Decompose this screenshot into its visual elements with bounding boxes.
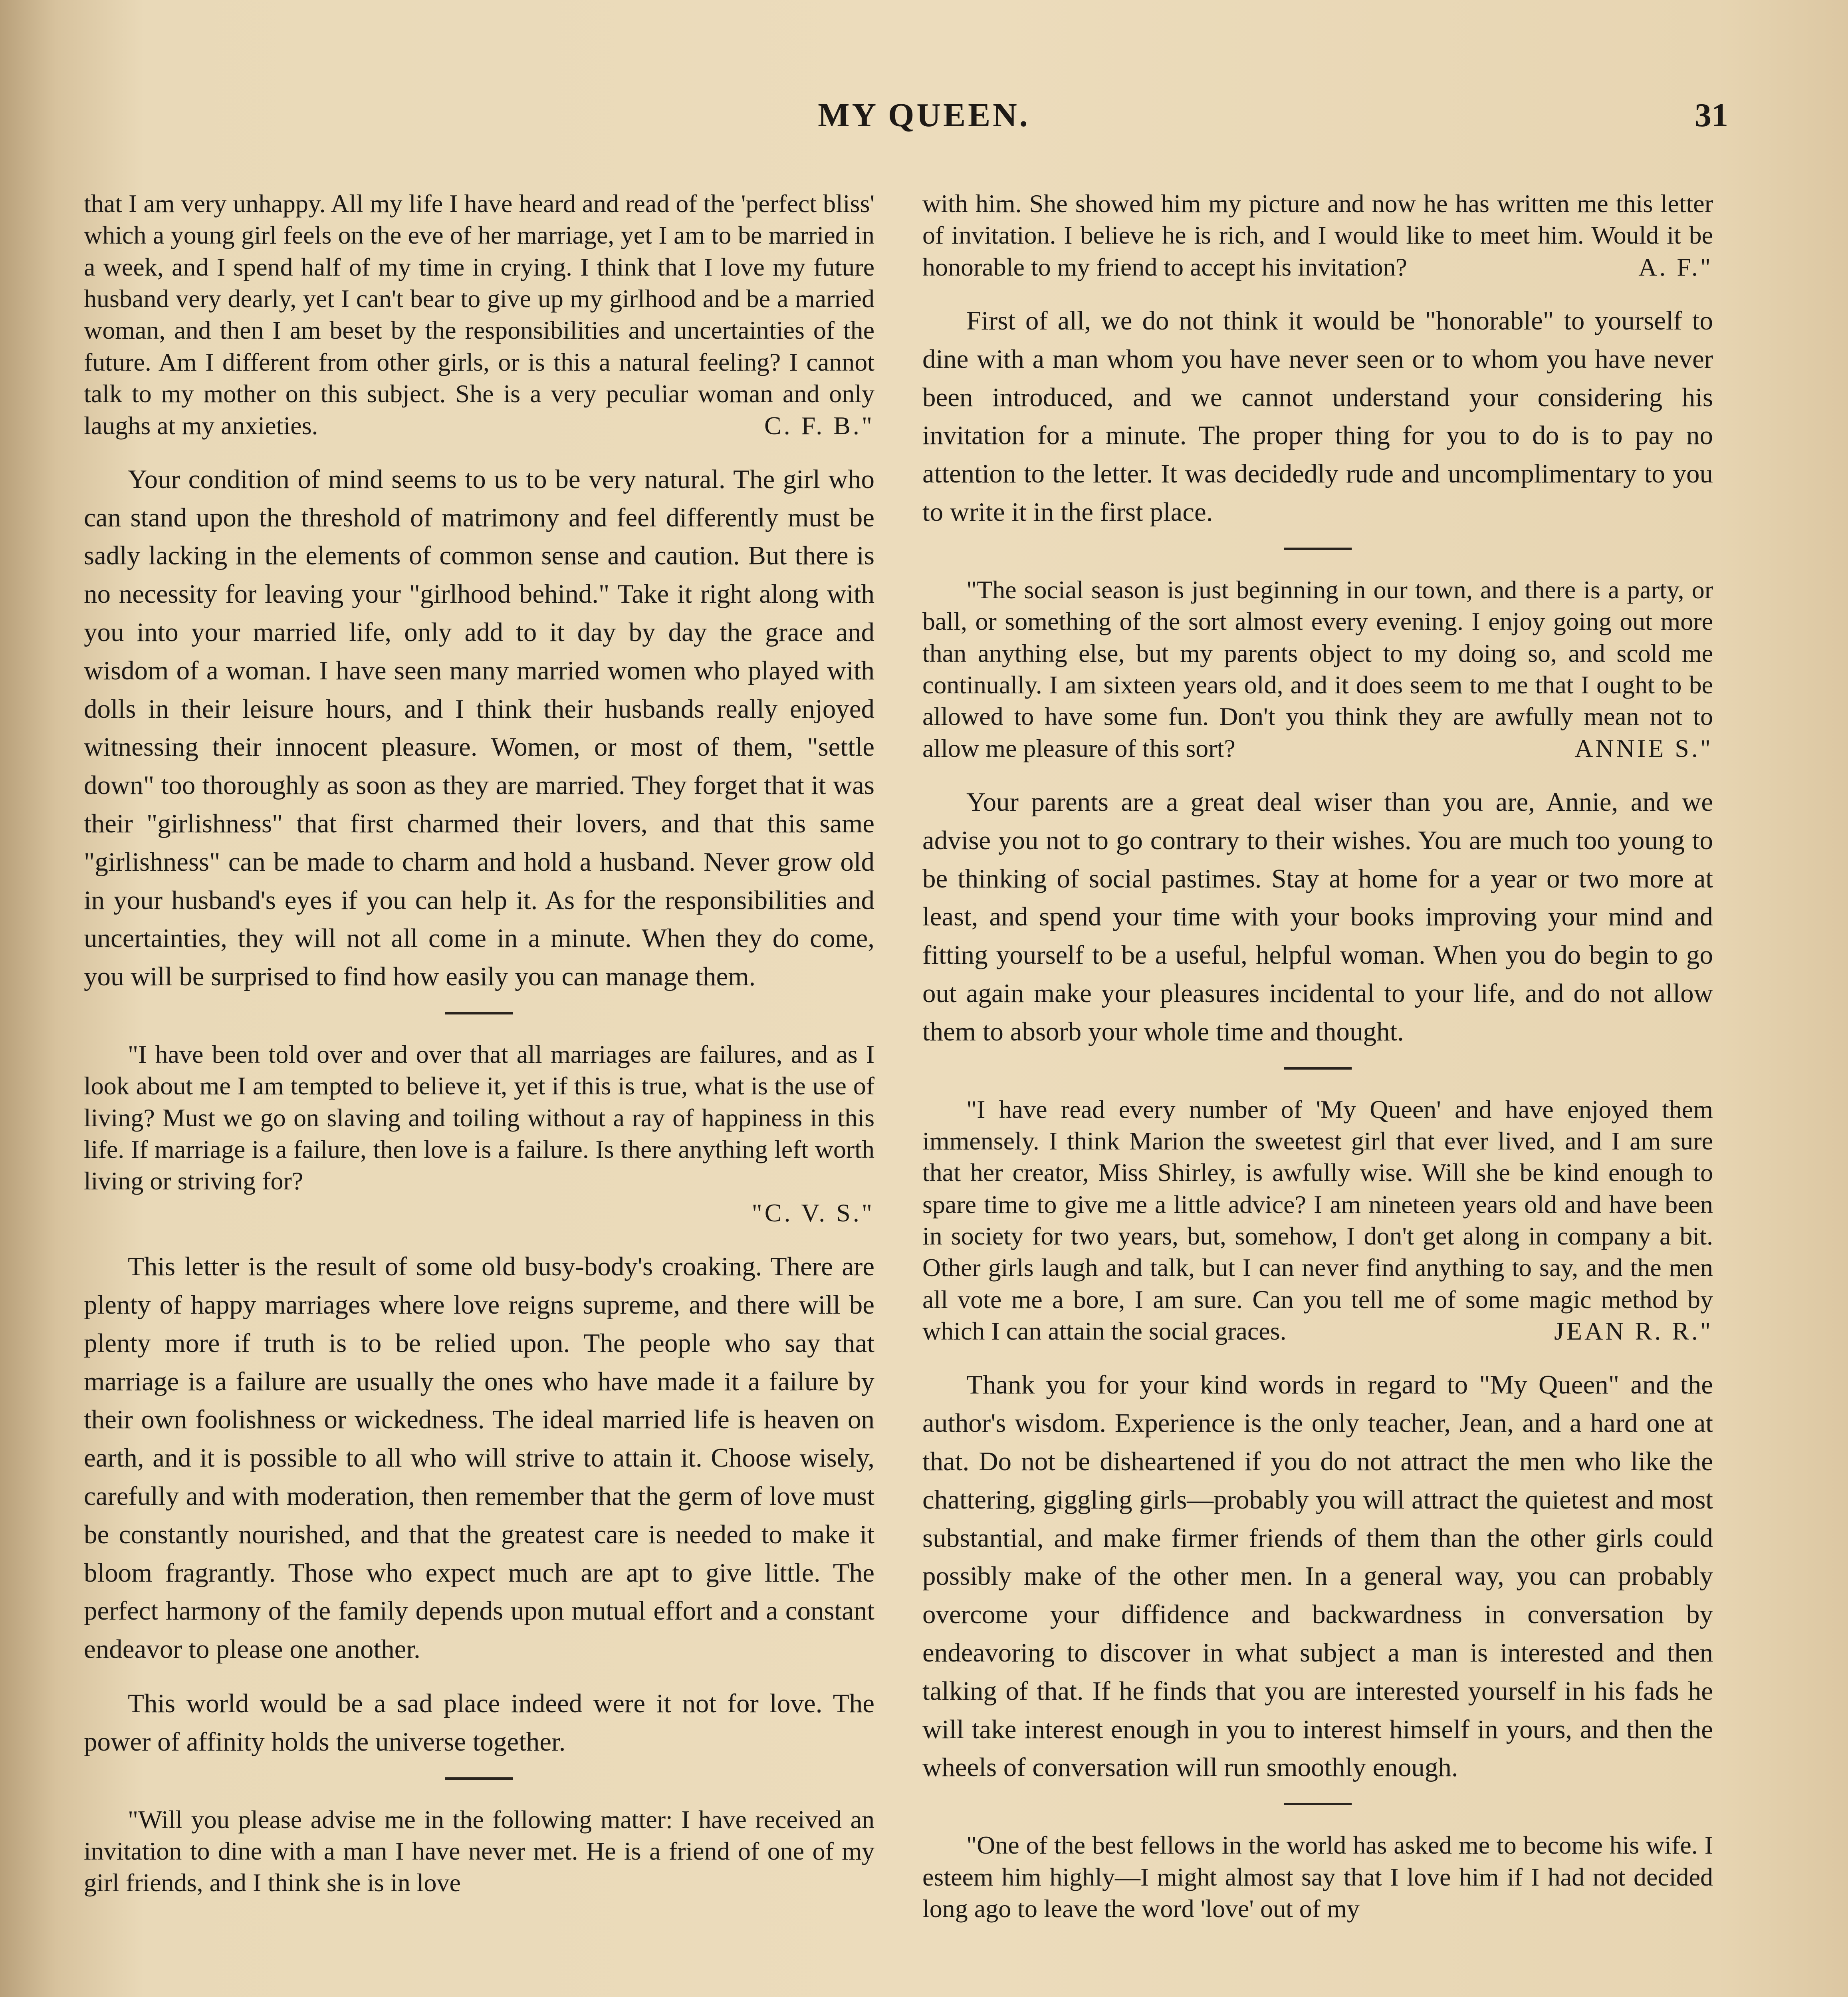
reader-letter-annie bbox=[922, 574, 1713, 764]
reader-letter-cfb bbox=[84, 188, 874, 441]
letter-signature: C. F. B." bbox=[764, 411, 874, 440]
page-number: 31 bbox=[1695, 97, 1728, 134]
letter-signature: "C. V. S." bbox=[751, 1198, 874, 1227]
reader-letter-cvs bbox=[84, 1038, 874, 1229]
letter-text: that I am very unhappy. All my life I have heard and read of the 'perfect bliss' which a young girl feels on the eve of her marriage, yet I am to be married in a week, and I spend half of my time in crying. I think that I love my future husband very dearly, yet I can't bear to give up my girlhood and be a married woman, and then I am beset by the responsibilities and uncertainties of the future. Am I different from other girls, or is this a natural feeling? I cannot talk to my mother on this subject. She is a very peculiar woman and only laughs at my anxieties. bbox=[84, 189, 874, 440]
editor-reply-cfb: Your condition of mind seems to us to be very natural. The girl who can stand upon the threshold of matrimony and feel differently must be sadly lacking in the elements of common sense and caution. But there is no necessity for leaving your "girlhood behind." Take it right along with you into your married life, only add to it day by day the grace and wisdom of a woman. I have seen many married women who played with dolls in their leisure hours, and I think their husbands really enjoyed witnessing their innocent pleasure. Women, or most of them, "settle down" too thoroughly as soon as they are married. They forget that it was their "girlishness" that first charmed their lovers, and that this same "girlishness" can be made to charm and hold a husband. Never grow old in your husband's eyes if you can help it. As for the responsibilities and uncertainties, they will not all come in a minute. When they do come, you will be surprised to find how easily you can manage them. bbox=[84, 464, 874, 992]
editor-reply-cvs-closing: This world would be a sad place indeed were it not for love. The power of affinity holds the universe together. bbox=[84, 1688, 874, 1757]
editor-reply-cvs: This letter is the result of some old busy-body's croaking. There are plenty of happy marriages where love reigns supreme, and there will be plenty more if truth is to be relied upon. The people who say that marriage is a failure are usually the ones who have made it a failure by their own foolishness or wickedness. The ideal married life is heaven on earth, and it is possible to all who will strive to attain it. Choose wisely, carefully and with moderation, then remember that the germ of love must be constantly nourished, and that the greatest care is needed to make it bloom fragrantly. Those who expect much are apt to give little. The perfect harmony of the family depends upon mutual effort and a constant endeavor to please one another. bbox=[84, 1252, 874, 1664]
reader-letter-af-start: "Will you please advise me in the following matter: I have received an invitation to dine with a man I have never met. He is a friend of one of my girl friends, and I think she is in love bbox=[84, 1805, 874, 1897]
letter-signature: A. F." bbox=[1638, 252, 1713, 281]
editor-reply-annie: Your parents are a great deal wiser than you are, Annie, and we advise you not to go contrary to their wishes. You are much too young to be thinking of social pastimes. Stay at home for a year or two more at least, and spend your time with your books improving your mind and fitting yourself to be a useful, helpful woman. When you do begin to go out again make your pleasures incidental to your life, and do not allow them to absorb your whole time and thought. bbox=[922, 787, 1713, 1046]
section-divider bbox=[1284, 1067, 1352, 1070]
section-divider bbox=[445, 1012, 513, 1014]
reader-letter-last-start: "One of the best fellows in the world has asked me to become his wife. I esteem him highly—I might almost say that I love him if I had not decided long ago to leave the word 'love' out of my bbox=[922, 1831, 1713, 1923]
letter-signature: ANNIE S." bbox=[1574, 734, 1713, 762]
right-column bbox=[922, 188, 1713, 1997]
running-header bbox=[0, 96, 1848, 152]
left-column bbox=[84, 188, 874, 1997]
running-title: MY QUEEN. bbox=[818, 97, 1030, 134]
editor-reply-af: First of all, we do not think it would be "honorable" to yourself to dine with a man whom you have never seen or to whom you have never been introduced, and we cannot understand your considering his invitation for a minute. The proper thing for you to do is to pay no attention to the letter. It was decidedly rude and uncomplimentary to you to write it in the first place. bbox=[922, 306, 1713, 527]
section-divider bbox=[445, 1777, 513, 1780]
letter-signature: JEAN R. R." bbox=[1554, 1317, 1713, 1346]
letter-text: "The social season is just beginning in our town, and there is a party, or ball, or something of the sort almost every evening. I enjoy going out more than anything else, but my parents object to my doing so, and scold me continually. I am sixteen years old, and it does seem to me that I ought to be allowed to have some fun. Don't you think they are awfully mean not to allow me pleasure of this sort? bbox=[922, 575, 1713, 762]
section-divider bbox=[1284, 1803, 1352, 1805]
letter-text: "I have read every number of 'My Queen' and have enjoyed them immensely. I think Marion the sweetest girl that ever lived, and I am sure that her creator, Miss Shirley, is awfully wise. Will she be kind enough to spare time to give me a little advice? I am nineteen years old and have been in society for two years, but, somehow, I don't get along in company a bit. Other girls laugh and talk, but I can never find anything to say, and the men all vote me a bore, I am sure. Can you tell me of some magic method by which I can attain the social graces. bbox=[922, 1095, 1713, 1346]
reader-letter-jean bbox=[922, 1094, 1713, 1347]
reader-letter-af-end bbox=[922, 188, 1713, 283]
letter-text: "I have been told over and over that all marriages are failures, and as I look about me I am tempted to believe it, yet if this is true, what is the use of living? Must we go on slaving and toiling without a ray of happiness in this life. If marriage is a failure, then love is a failure. Is there anything left worth living or striving for? bbox=[84, 1040, 874, 1195]
section-divider bbox=[1284, 548, 1352, 550]
editor-reply-jean: Thank you for your kind words in regard to "My Queen" and the author's wisdom. Experience is the only teacher, Jean, and a hard one at that. Do not be disheartened if you do not attract the men who like the chattering, giggling girls—probably you will attract the quietest and most substantial, and make firmer friends of them than the other girls could possibly make of the other men. In a general way, you can probably overcome your diffidence and backwardness in conversation by endeavoring to discover in what subject a man is interested and then talking of that. If he finds that you are interested yourself in his fads he will take interest enough in you to interest himself in yours, and then the wheels of conversation will run smoothly enough. bbox=[922, 1370, 1713, 1783]
letter-text: with him. She showed him my picture and now he has written me this letter of invitation. I believe he is rich, and I would like to meet him. Would it be honorable to my friend to accept his invitation? bbox=[922, 189, 1713, 281]
